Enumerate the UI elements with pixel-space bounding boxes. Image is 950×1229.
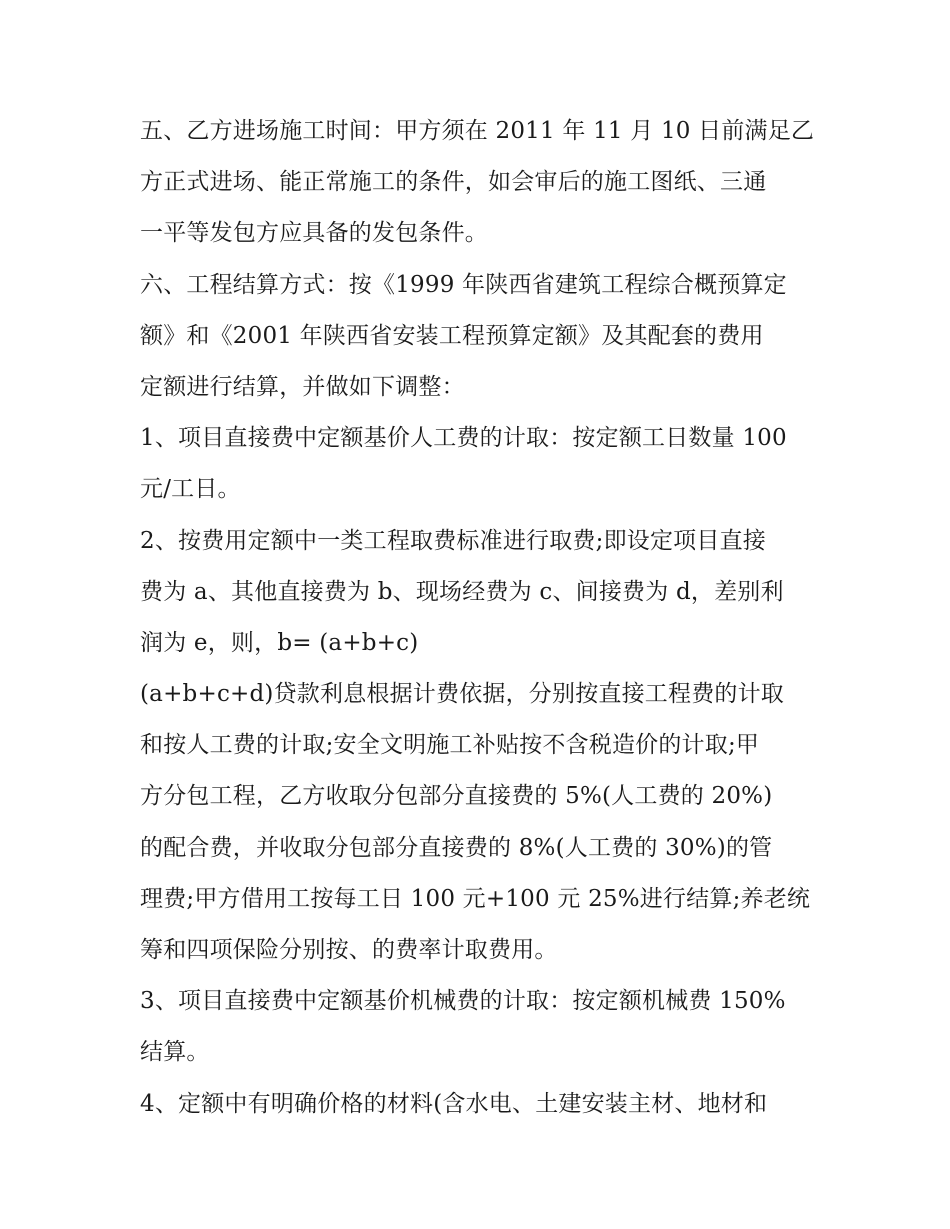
text-line: 五、乙方进场施工时间：甲方须在 2011 年 11 月 10 日前满足乙 [140, 118, 815, 144]
text-line: 1、项目直接费中定额基价人工费的计取：按定额工日数量 100 [140, 425, 787, 452]
text-line: 元/工日。 [140, 476, 241, 503]
text-line: 的配合费，并收取分包部分直接费的 8%(人工费的 30%)的管 [140, 834, 773, 861]
text-line: 定额进行结算，并做如下调整： [140, 373, 465, 400]
text-line: 理费;甲方借用工按每工日 100 元+100 元 25%进行结算;养老统 [140, 885, 811, 912]
text-line: 3、项目直接费中定额基价机械费的计取：按定额机械费 150% [140, 988, 786, 1015]
text-line: 和按人工费的计取;安全文明施工补贴按不含税造价的计取;甲 [140, 732, 760, 759]
text-line: 一平等发包方应具备的发包条件。 [140, 220, 488, 247]
text-line: 4、定额中有明确价格的材料(含水电、土建安装主材、地材和 [140, 1090, 768, 1117]
text-line: 六、工程结算方式：按《1999 年陕西省建筑工程综合概预算定 [140, 271, 787, 298]
text-line: 结算。 [140, 1039, 210, 1066]
text-line: 费为 a、其他直接费为 b、现场经费为 c、间接费为 d，差别利 [140, 578, 784, 605]
text-line: 筹和四项保险分别按、的费率计取费用。 [140, 937, 558, 963]
text-line: 方分包工程，乙方收取分包部分直接费的 5%(人工费的 20%) [140, 783, 773, 810]
document-body [140, 106, 820, 1130]
text-line: 润为 e，则，b= (a+b+c) [140, 629, 419, 656]
text-line: 额》和《2001 年陕西省安装工程预算定额》及其配套的费用 [140, 322, 764, 349]
text-line: 2、按费用定额中一类工程取费标准进行取费;即设定项目直接 [140, 527, 766, 554]
text-line: 方正式进场、能正常施工的条件，如会审后的施工图纸、三通 [140, 169, 767, 196]
text-line: (a+b+c+d)贷款利息根据计费依据，分别按直接工程费的计取 [140, 681, 785, 708]
